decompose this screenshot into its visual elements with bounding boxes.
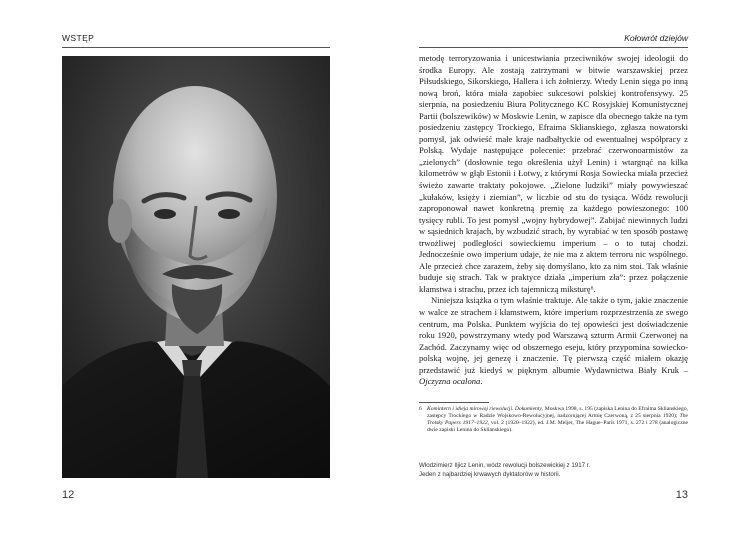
footnote <box>419 406 688 434</box>
footnote-title-2: The Trotsky Papers 1917–1922 <box>427 413 688 427</box>
footnote-title: Komintern i idieja mirowoj riewolucji. Dokumienty <box>427 406 542 412</box>
right-page <box>375 0 750 538</box>
caption-line-1: Włodzimierz Iljicz Lenin, wódz rewolucji bolszewickiej z 1917 r. <box>419 462 591 469</box>
body-text <box>419 53 688 388</box>
footnote-reference[interactable]: ę⁶. <box>586 283 596 294</box>
footnote-body <box>427 406 688 434</box>
footnote-number: 6 <box>419 406 422 412</box>
footnote-rule <box>419 402 489 403</box>
portrait-photo-icon <box>62 56 330 478</box>
header-rule-right <box>419 47 688 48</box>
footnote-text-b: , vol. 2 (1920–1922), ed. J.M. Meijer, The Hague–Paris 1971, s. 272 i 278 (analogiczne dwie zapiski Lenina do Sklianskiego). <box>427 420 688 434</box>
paragraph-2-text: Niniejsza książka o tym właśnie traktuje. Ale także o tym, jakie znaczenie w walce ze strachem i kłamstwem, które imperium rozprzestrzenia ze swego centrum, ma Polska. Punktem wyjścia do tej opowieści jest doświadczenie roku 1920, powstrzymany wtedy pod Warszawą szturm Armii Czerwonej na Zachód. Zaczynamy więc od obszernego eseju, który przypomina sowiecko-polską wojnę, jej genezę i znaczenie. Tę pierwszą część miałem okazję przedstawić już kiedyś w pięknym albumie Wydawnictwa Biały Kruk – <box>419 295 688 375</box>
header-rule-left <box>62 47 330 48</box>
portrait-photo <box>62 56 330 478</box>
paragraph-1-text: metodę terroryzowania i unicestwiania przeciwników swojej ideologii do środka Europy. Ale zostają zatrzymani w bitwie warszawskiej przez Piłsudskiego, Sikorskiego, Hallera i ich żołnierzy. Wtedy Lenin sięga po inną nową broń, która miała zapobiec sukcesowi polskiej kontrofensywy. 25 sierpnia, na posiedzeniu Biura Politycznego KC Rosyjskiej Komunistycznej Partii (bolszewików) w Moskwie Lenin, w zapisce dla obecnego także na tym posiedzeniu zastępcy Trockiego, Efraima Sklianskiego, zgłasza nowatorski pomysł, jak odwieść małe kraje nadbałtyckie od ewentualnej współpracy z Polską. Wydaje następujące polecenie: przebrać czerwonoarmistów za „zielonych” (dosłownie tego określenia użył Lenin) i wtargnąć na kilka kilometrów w głąb Estonii i Łotwy, z którymi Rosja Sowiecka miała przecież świeżo zawarte traktaty pokojowe. „Zielone ludziki” miały powywieszać „kułaków, księży i ziemian”, w liczbie od stu do tysiąca. Wódz rewolucji zaproponował nawet konkretną premię za każdego powieszonego: 100 tysięcy rubli. To jest pomysł „wojny hybrydowej”. Zabijać niewinnych ludzi w sąsiednich krajach, by wzbudzić strach, by wyrabiać w ten sposób postawę trwożliwej podległości sowieckiemu imperium – o to tutaj chodzi. Jednocześnie owo imperium udaje, że nie ma z aktem terroru nic wspólnego. Ale przecież chce zarazem, żeby się domyślano, kto za nim stoi. Tak właśnie buduje się strach. Tak w praktyce działa „imperium zła”: przez połączenie kłamstwa i strachu, przez ich tajemniczą mikstur <box>419 53 688 294</box>
photo-caption <box>419 462 688 479</box>
paragraph-1 <box>419 53 688 295</box>
footnote-text-a: , Moskwa 1998, s. 195 (zapiska Lenina do Efraima Sklianskiego, zastępcy Trockiego w Radzie Wojskowo-Rewolucyjnej, nadzorującej Armię Czerwoną, z 25 sierpnia 1920); <box>427 406 689 420</box>
caption-line-2: Jeden z najbardziej krwawych dyktatorów w historii. <box>419 470 561 478</box>
paragraph-2-end: . <box>480 376 483 387</box>
running-header-right: Kołowrót dziejów <box>624 33 688 43</box>
book-title-italic: Ojczyzna ocalona <box>419 376 481 387</box>
page-number-left: 12 <box>62 489 75 501</box>
paragraph-2 <box>419 295 688 387</box>
running-header-left: WSTĘP <box>62 33 95 43</box>
page-number-right: 13 <box>675 489 688 501</box>
